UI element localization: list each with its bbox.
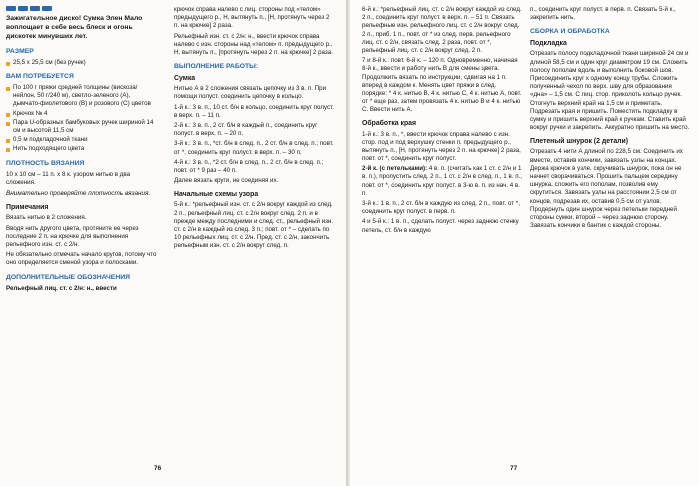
materials-heading: ВАМ ПОТРЕБУЕТСЯ bbox=[6, 73, 74, 81]
lining-heading: Подкладка bbox=[530, 40, 567, 48]
abbreviations-heading: ДОПОЛНИТЕЛЬНЫЕ ОБОЗНАЧЕНИЯ bbox=[6, 273, 131, 281]
row-instruction: 6-й к.: *рельефный лиц. ст. с 2/н вокруг каждой из след. 2 п., соединить круг полуст. в верх. п. – 51 п. Связать рельефные изн. рельефного лиц. ст. с 2/н вокруг след. 2 п., приб. 1 п., повт. от * из след. перв. рельефного лиц. ст. с 2/н, связать след. 2 раза, повт. от *, рельефный лиц. ст. с 2/н вокруг след. 2 п. bbox=[362, 6, 522, 54]
right-column-2 bbox=[530, 6, 690, 232]
note-text: Не обязательно отмечать начало кругов, потому что оно определяется сменой узора и полосками. bbox=[6, 251, 157, 267]
spiral-note: Далее вязать круги, не соединяя их. bbox=[174, 177, 279, 185]
edging-heading: Обработка края bbox=[362, 120, 417, 128]
notes-heading: Примечания bbox=[6, 204, 49, 212]
row-instruction: 1-й к.: 3 в. п., 10 ст. б/н в кольцо, соединить круг полуст. в верх. п. – 11 п. bbox=[174, 103, 334, 119]
right-page bbox=[350, 0, 699, 486]
brand-logo bbox=[6, 6, 158, 11]
size-heading: РАЗМЕР bbox=[6, 47, 34, 55]
edging-row-2 bbox=[362, 165, 522, 198]
bag-heading: Сумка bbox=[174, 75, 196, 83]
lining-text: Отрезать полосу подкладочной ткани шириной 24 см и длиной 58,5 см и один круг диаметром 19 см. Сложить полосу пополам вдоль и выполнить боковой шов. Присоединить круг к одному концу трубы. Сложить полученный чехол по верх. шву для образования «дна» – 1,5 см. С лиц. стор. приколоть кольцо ручек. Отогнуть верхний край на 1,5 см и приметать. Подрезать края и пришить. Поместить подкладку в сумку и пришить верхний край к ручкам. Ставить край вокруг ручки и закрепить. Аккуратно пришить на место. bbox=[530, 50, 690, 132]
size-item: 25,5 х 25,5 см (без ручек) bbox=[6, 59, 158, 67]
note-text: Вводя нить другого цвета, протяните ее через последние 2 п. на крючке для выполнения рельефного изн. ст. с 2/н. bbox=[6, 224, 139, 248]
gauge-note: Внимательно проверяйте плотность вязания. bbox=[6, 189, 151, 197]
materials-item: Нить подходящего цвета bbox=[6, 145, 158, 153]
left-page bbox=[0, 0, 348, 486]
cord-heading: Плетеный шнурок (2 детали) bbox=[530, 138, 629, 146]
gauge-heading: ПЛОТНОСТЬ ВЯЗАНИЯ bbox=[6, 159, 85, 167]
row-instruction: 5-й к.: *рельефный изн. ст. с 2/н вокруг каждой из след. 2 п., рельефный лиц. ст. с 2/н вокруг след. 2 п. и в прежде между последними и след. ст., рельефный изн. ст. с 2/н в каждый из след. 3 п.; повт. от * – сделать по 10 рельефных лиц. ст. с 2/н. Пред. ст. с 2/н, закончить рельефным изн. ст. с 2/н вокруг след. п. bbox=[174, 201, 334, 250]
bag-intro: Нитью А в 2 сложения связать цепочку из 3 в. п. При помощи полуст. соединить цепочку в кольцо. bbox=[174, 85, 327, 101]
edging-row-text: 4 в. п. (считать как 1 ст. с 2/н и 1 в. п.), пропустить след. 2 п., 1 ст. с 2/н в след. п., 1 в. п., повт. от *, соединить круг полуст. в 3-ю в. п. из нач. 4 в. п. bbox=[362, 165, 522, 197]
edging-row: 3-й к.: 1 в. п., 2 ст. б/н в каждую из след. 2 п., повт. от *, соединить круг полуст. в перв. п. bbox=[362, 200, 520, 216]
abbreviation-text: Рельефный лиц. ст. с 2/н: н., ввести bbox=[6, 284, 117, 292]
edging-row: 4 и 5-й к.: 1 в. п., сделать полуст. через заднюю стенку петель, ст. б/н в каждую bbox=[362, 218, 519, 234]
edging-row: 1-й к.: 3 в. п., *, ввести крючок справа налево с изн. стор. под и под верхушку стенки п. предыдущего р., вытянуть п., [Н, протянуть через 2 п. на крючке] 2 раза, повт. от *, соединить круг полуст. bbox=[362, 130, 521, 163]
left-column-1 bbox=[6, 6, 158, 295]
edging-row-label: 2-й к. (с петельками): bbox=[362, 165, 428, 173]
row-instruction: 2-й к.: 3 в. п., 2 ст. б/н в каждый п., соединить круг полуст. в верх. п. – 20 п. bbox=[174, 121, 318, 138]
materials-item: По 100 г пряжи средней толщины (вискоза/нейлон, 50 г/240 м), светло-зеленого (А), дымчато-фиолетового (В) и розового (С) цветов bbox=[6, 84, 158, 109]
abbreviation-cont: крючок справа налево с лиц. стороны под «телом» предыдущего р., Н, вытянуть п., [Н, протянуть через 2 п. на крючке] 2 раза. bbox=[174, 6, 330, 30]
cord-text: Отрезать 4 нити А длиной по 228,5 см. Соединить их вместе, оставив кончики, завязать узлы на концах. Держа крючок в узле, скручивать шнурок, пока он не начнет сворачиваться. Прошить пальцем середину шнурка, сложить его пополам, позволив ему скрутиться. Завязать узлы на расстоянии 2,5 см от концов, подрезав их, оставив 0,5 см от узлов. Продернуть один шнурок через петельки передней стороны сумки, второй – через заднюю сторону. Завязать кончики в бантик с каждой стороны. bbox=[530, 148, 683, 230]
materials-item: Крючок № 4 bbox=[6, 110, 158, 118]
page-number-right: 77 bbox=[510, 465, 518, 472]
right-column-1 bbox=[362, 6, 522, 237]
abbreviation-text-2: Рельефный изн. ст. с 2/н: н., ввести крючок справа налево с изн. стороны над «телом» п. предыдущего р., Н, вытянуть п., [протянуть через 2 п. на крючке] 2 раза. bbox=[174, 32, 333, 56]
materials-item: Пара U-образных бамбуковых ручек шириной 14 см и высотой 11,5 см bbox=[6, 119, 158, 135]
assembly-heading: СБОРКА И ОБРАБОТКА bbox=[530, 28, 610, 36]
intro-text: Зажигательное диско! Сумка Элен Мало воплощает в себе весь блеск и огонь дискотек минувших лет. bbox=[6, 15, 143, 40]
edging-cont: п., соединить круг полуст. в перв. п. Связать 5-й к., закрепить нить. bbox=[530, 6, 676, 22]
row-instruction: 3-й к.: 3 в. п., *ст. б/н в след. п., 2 ст. б/н в след. п.; повт. от *, соединить круг полуст. в верх. п. – 30 п. bbox=[174, 140, 334, 156]
row-instruction: 4-й к.: 3 в. п., *2 ст. б/н в след. п., 2 ст. б/н в след. п.; повт. от * 9 раз – 40 п. bbox=[174, 158, 324, 174]
left-column-2 bbox=[174, 6, 336, 253]
row-instruction: 7 и 8-й к.: повт. 6-й к. – 120 п. Одновременно, начиная 8-й к., ввести и работу нить В для смены цвета. Продолжить вязать по инструкции, сдвигая на 1 п. вперед в каждом к. Менять цвет пряжи в след. порядке: * 4 к. нитью В, 4 к. нитью С, 4 к. нитью А, повт. от * еще раз, затем провязать 4 к. нитью В и 4 к. нитью С. Ввести нить А. bbox=[362, 57, 522, 114]
note-text: Вязать нитью в 2 сложения. bbox=[6, 214, 87, 222]
pattern-heading: Начальные схемы узора bbox=[174, 191, 259, 199]
materials-item: 0,5 м подкладочной ткани bbox=[6, 136, 158, 144]
gauge-text: 10 х 10 см – 11 п. х 8 к. узором нитью в два сложения. bbox=[6, 170, 131, 186]
instructions-heading: ВЫПОЛНЕНИЕ РАБОТЫ: bbox=[174, 63, 259, 71]
page-number-left: 76 bbox=[154, 465, 162, 472]
